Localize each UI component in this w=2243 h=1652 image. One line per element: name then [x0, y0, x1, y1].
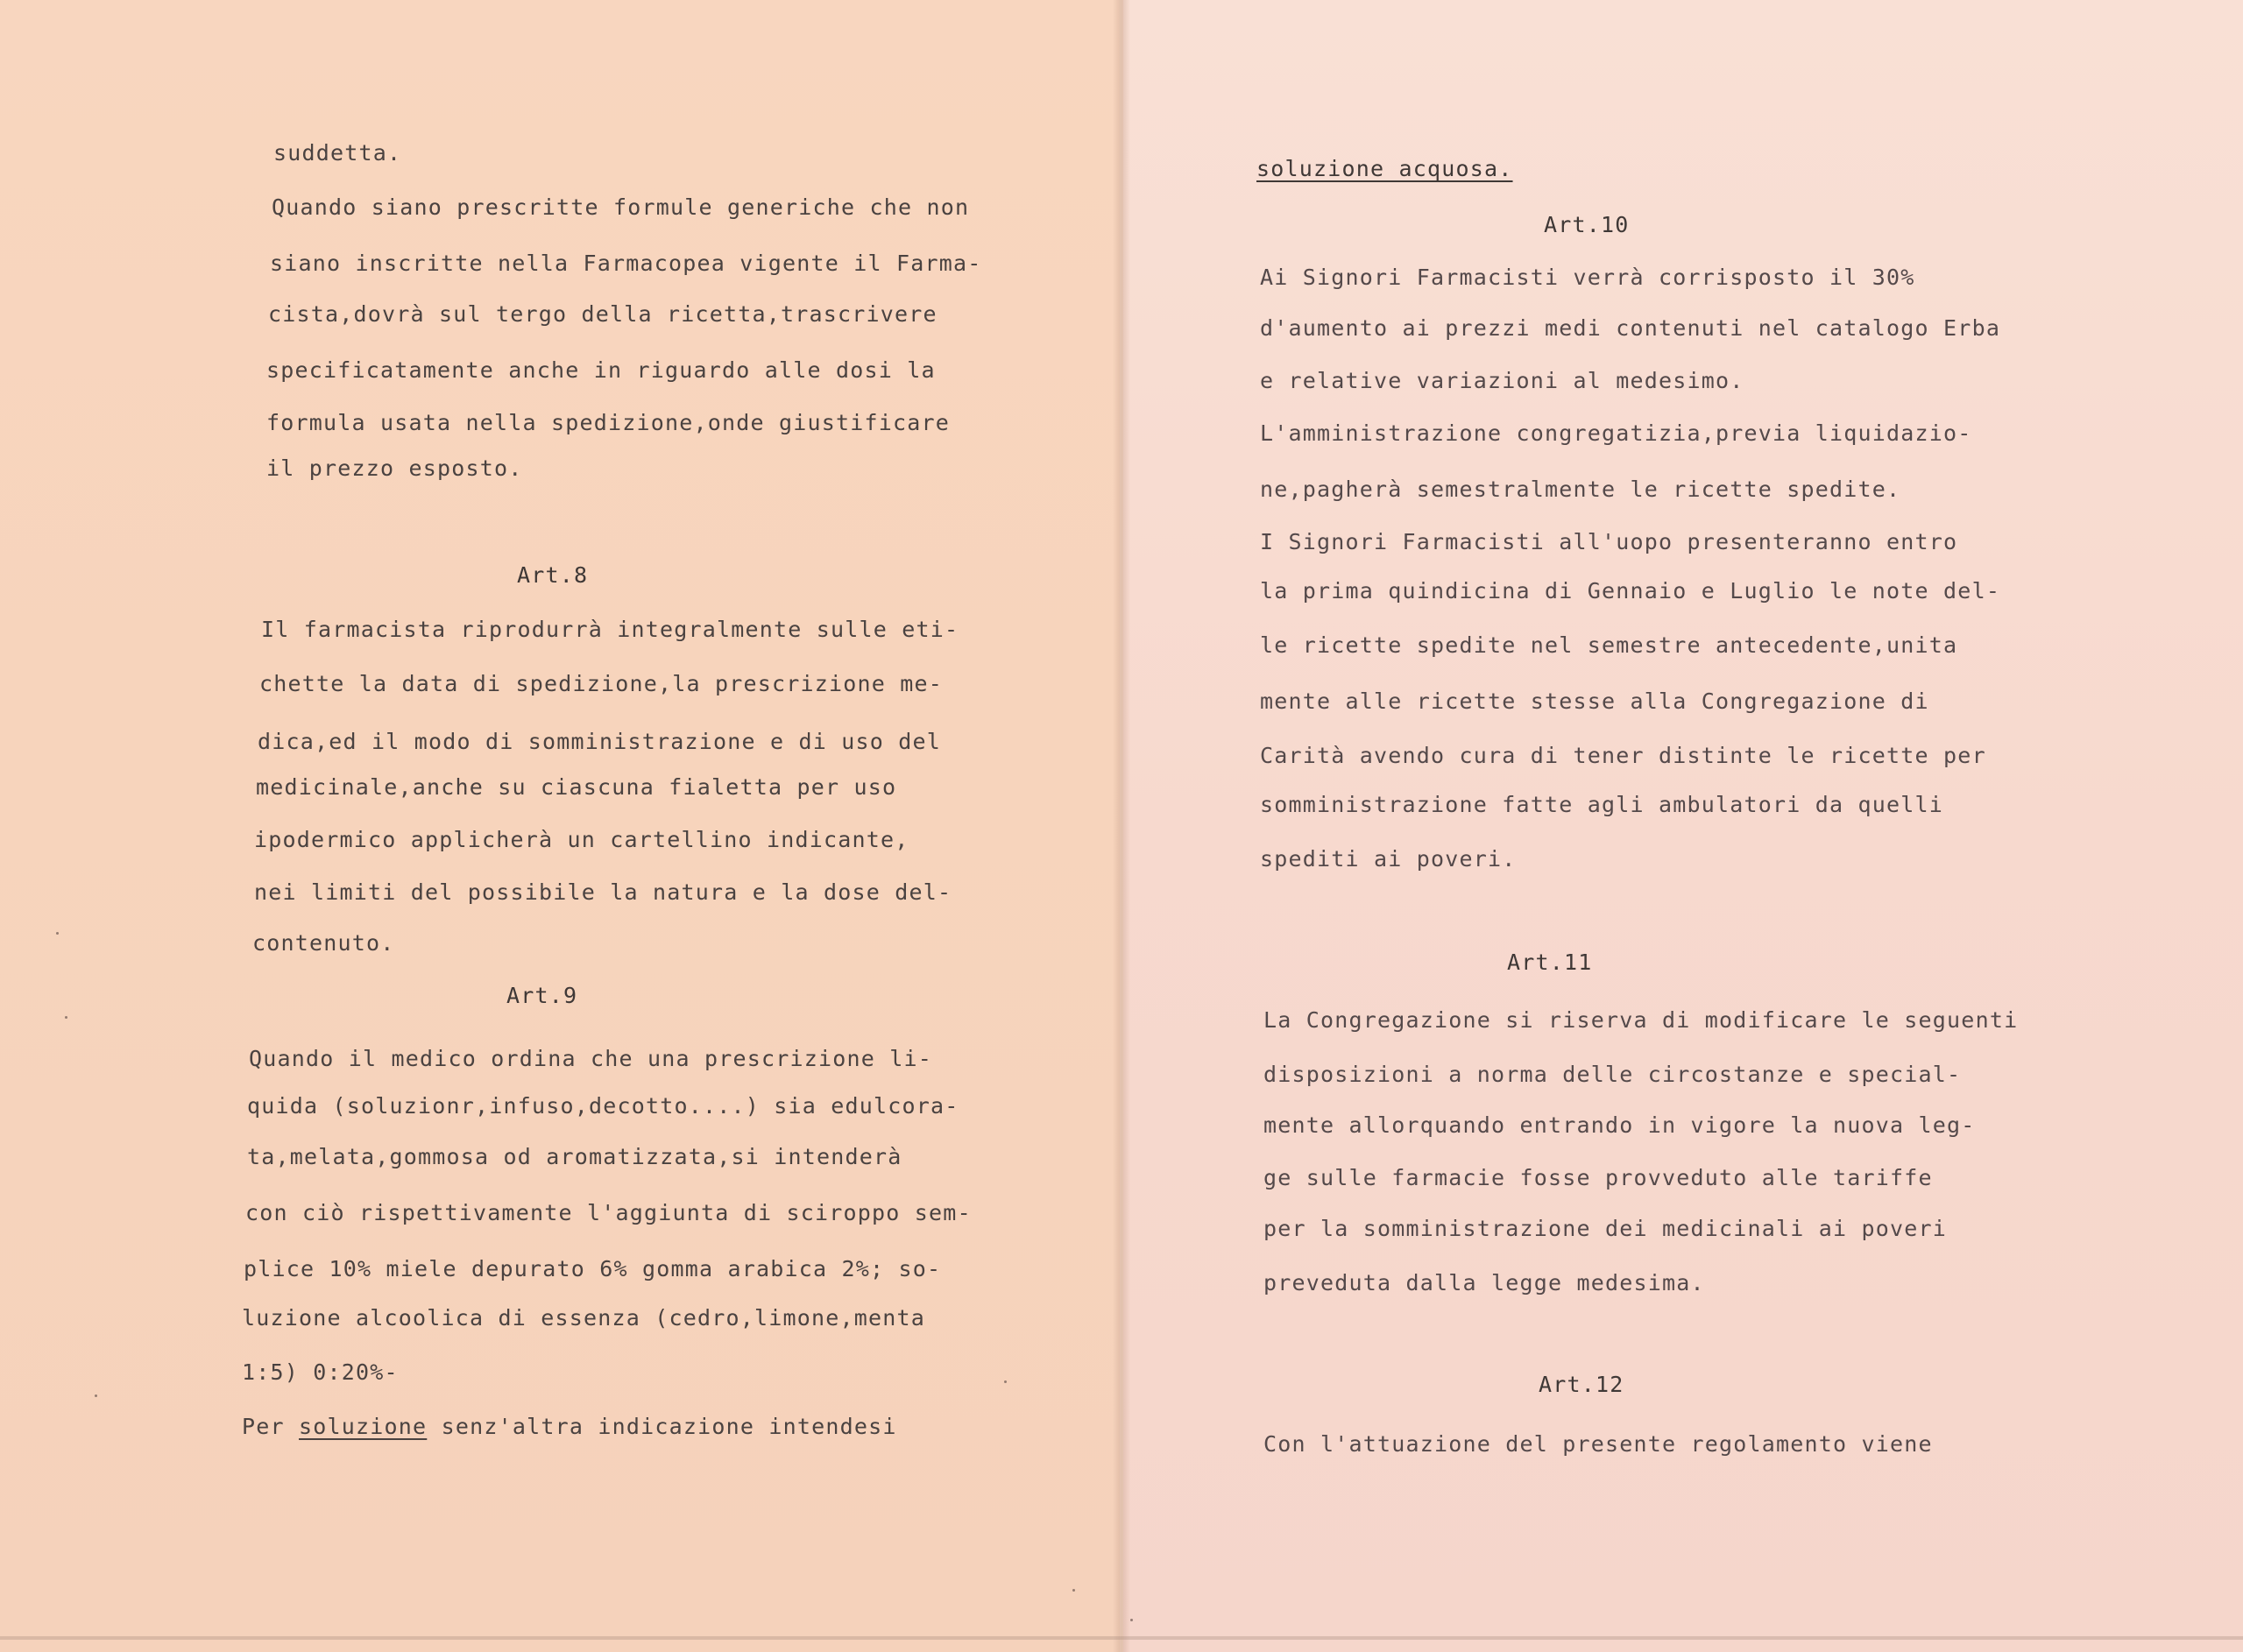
text-line — [242, 1414, 897, 1440]
text-line: I Signori Farmacisti all'uopo presenteranno entro — [1260, 529, 1958, 554]
text-line: cista,dovrà sul tergo della ricetta,trascrivere — [268, 301, 938, 327]
text-line: luzione alcoolica di essenza (cedro,limone,menta — [242, 1305, 926, 1331]
text-line: Il farmacista riprodurrà integralmente sulle eti- — [261, 617, 959, 642]
text-line: dica,ed il modo di somministrazione e di uso del — [258, 729, 942, 754]
article-heading: Art.10 — [1544, 212, 1630, 237]
text-line: contenuto. — [252, 930, 395, 956]
text-line: per la somministrazione dei medicinali ai poveri — [1263, 1216, 1948, 1241]
text-line: L'amministrazione congregatizia,previa liquidazio- — [1260, 420, 1972, 446]
paper-speck — [65, 1016, 67, 1019]
text-line: ne,pagherà semestralmente le ricette spedite. — [1260, 477, 1901, 502]
text-word: senz'altra indicazione intendesi — [441, 1414, 897, 1439]
text-line: il prezzo esposto. — [266, 455, 523, 481]
text-line: e relative variazioni al medesimo. — [1260, 368, 1744, 393]
paper-speck — [1072, 1589, 1075, 1592]
section-heading-underlined: soluzione acquosa. — [1256, 156, 1513, 181]
text-line: Con l'attuazione del presente regolamento viene — [1263, 1431, 1933, 1457]
text-line: somministrazione fatte agli ambulatori da quelli — [1260, 792, 1944, 817]
text-line: la prima quindicina di Gennaio e Luglio le note del- — [1260, 578, 2001, 604]
text-line: quida (soluzionr,infuso,decotto....) sia edulcora- — [247, 1093, 959, 1119]
underlined-word: soluzione — [299, 1414, 428, 1439]
text-line: disposizioni a norma delle circostanze e special- — [1263, 1062, 1962, 1087]
text-line: La Congregazione si riserva di modificare le seguenti — [1263, 1007, 2019, 1033]
text-line: ge sulle farmacie fosse provveduto alle tariffe — [1263, 1165, 1933, 1190]
text-line: ta,melata,gommosa od aromatizzata,si intenderà — [247, 1144, 902, 1169]
article-heading: Art.9 — [506, 983, 578, 1008]
left-page — [0, 0, 1120, 1652]
text-line: mente alle ricette stesse alla Congregazione di — [1260, 688, 1929, 714]
text-line: formula usata nella spedizione,onde giustificare — [266, 410, 951, 435]
right-page — [1123, 0, 2243, 1652]
text-line: medicinale,anche su ciascuna fialetta per uso — [256, 774, 897, 800]
text-line: Carità avendo cura di tener distinte le ricette per — [1260, 743, 1986, 768]
article-heading: Art.11 — [1507, 950, 1593, 975]
text-line: plice 10% miele depurato 6% gomma arabica 2%; so- — [244, 1256, 942, 1281]
text-line: Quando il medico ordina che una prescrizione li- — [249, 1046, 933, 1071]
text-word: Per — [242, 1414, 285, 1439]
text-line: specificatamente anche in riguardo alle dosi la — [266, 357, 936, 383]
page-bottom-edge — [0, 1636, 2243, 1640]
article-heading: Art.8 — [517, 562, 589, 588]
text-line: Quando siano prescritte formule generiche che non — [272, 194, 970, 220]
article-heading: Art.12 — [1539, 1372, 1624, 1397]
text-line: spediti ai poveri. — [1260, 846, 1517, 872]
text-line: suddetta. — [273, 140, 402, 166]
text-line: mente allorquando entrando in vigore la nuova leg- — [1263, 1112, 1976, 1138]
paper-speck — [1130, 1619, 1133, 1621]
text-line: ipodermico applicherà un cartellino indicante, — [254, 827, 909, 852]
text-line: chette la data di spedizione,la prescrizione me- — [259, 671, 944, 696]
text-line: preveduta dalla legge medesima. — [1263, 1270, 1705, 1295]
text-line: d'aumento ai prezzi medi contenuti nel catalogo Erba — [1260, 315, 2001, 341]
paper-speck — [56, 932, 59, 935]
text-line: nei limiti del possibile la natura e la dose del- — [254, 879, 952, 905]
text-line: Ai Signori Farmacisti verrà corrisposto il 30% — [1260, 265, 1915, 290]
book-gutter — [1113, 0, 1130, 1652]
text-line: con ciò rispettivamente l'aggiunta di sciroppo sem- — [245, 1200, 972, 1225]
text-line: siano inscritte nella Farmacopea vigente il Farma- — [270, 251, 982, 276]
paper-speck — [1004, 1380, 1007, 1383]
text-line: le ricette spedite nel semestre antecedente,unita — [1260, 632, 1958, 658]
text-line: 1:5) 0:20%- — [242, 1359, 399, 1385]
paper-speck — [95, 1394, 97, 1397]
